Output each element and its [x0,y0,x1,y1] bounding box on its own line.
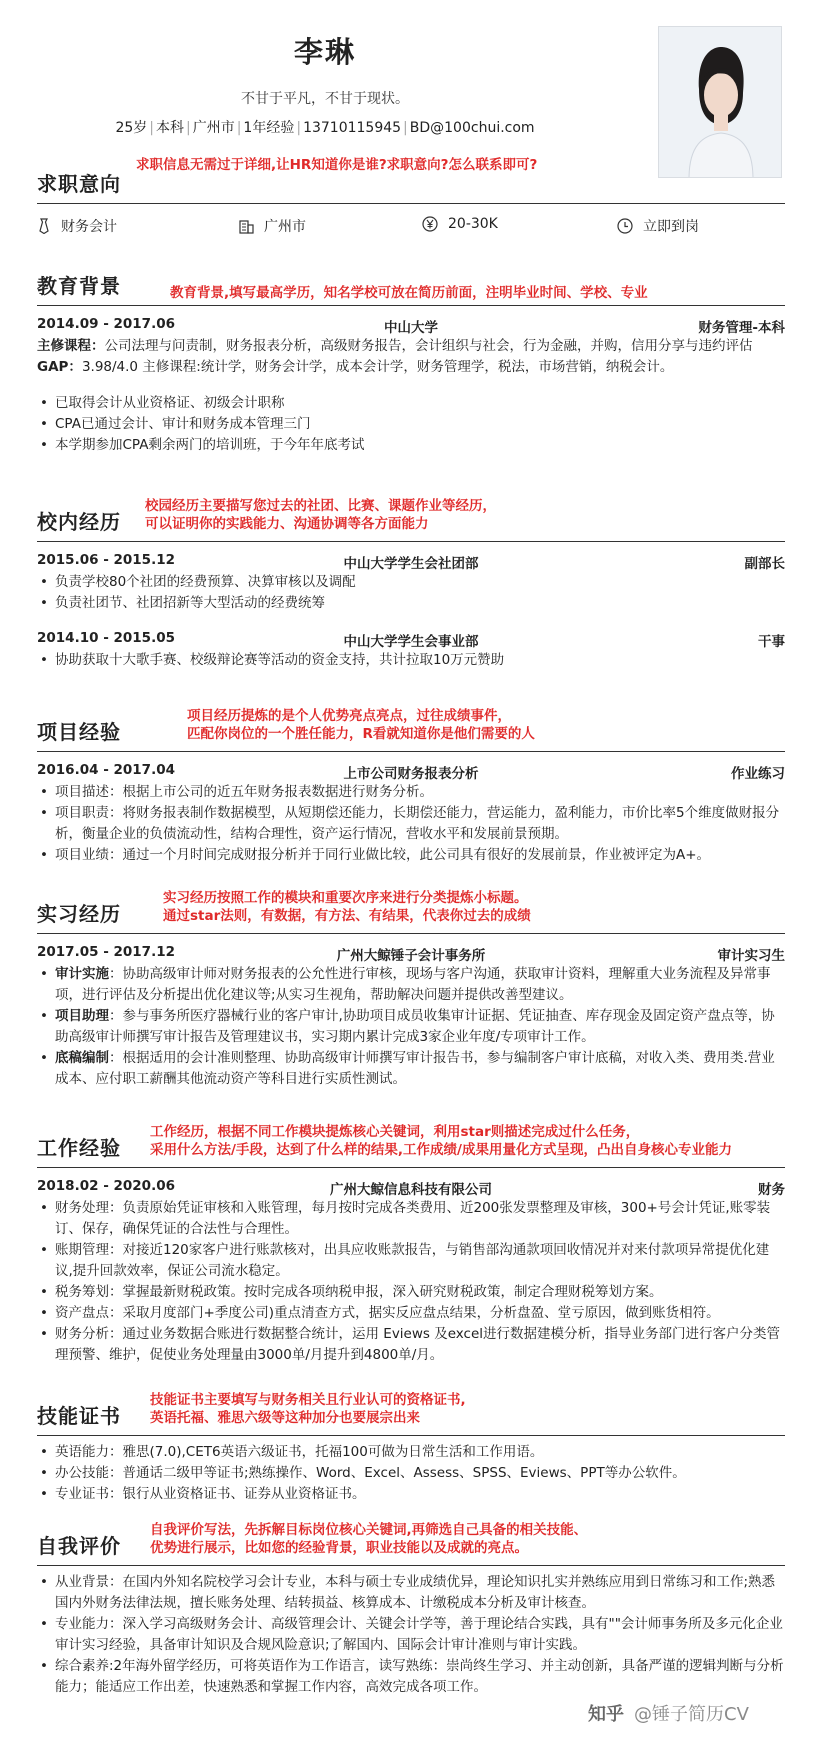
internship-entry-header: 2017.05 - 2017.12 广州大鲸锤子会计事务所 审计实习生 [37,944,785,964]
work-entry-header: 2018.02 - 2020.06 广州大鲸信息科技有限公司 财务 [37,1178,785,1198]
degree: 本科 [155,120,184,136]
zhihu-logo: 知乎 [588,1704,624,1725]
entry-date: 2014.09 - 2017.06 [37,316,175,332]
city: 广州市 [192,120,235,136]
job-intent-section [37,156,785,244]
section-tip: 教育背景,填写最高学历，知名学校可放在简历前面，注明毕业时间、学校、专业 [170,285,648,301]
section-tip-1: 校园经历主要描写您过去的社团、比赛、课题作业等经历， [145,498,496,514]
section-tip-2: 可以证明你的实践能力、沟通协调等各方面能力 [145,516,429,532]
list-item: • 项目职责：将财务报表制作数据模型，从短期偿还能力，长期偿还能力，营运能力，盈利能力，市价比率5个维度做财报分析，衡量企业的负债流动性，结构合理性，资产运行情况，营收水平和发展前景预期。 [37,803,785,845]
list-item: • 项目助理：参与事务所医疗器械行业的客户审计,协助项目成员收集审计证据、凭证抽查、库存现金及固定资产盘点等，协助高级审计师撰写审计报告及管理建议书，实习期内累计完成3家企业年度/专项审计工作。 [37,1006,785,1048]
intent-availability: 立即到岗 [617,216,699,236]
work-bullets [37,1198,785,1366]
list-item: • CPA已通过会计、审计和财务成本管理三门 [37,414,785,435]
experience: 1年经验 [243,120,295,136]
section-title: 求职意向 [37,172,121,196]
project-entry-header: 2016.04 - 2017.04 上市公司财务报表分析 作业练习 [37,762,785,782]
project-section [37,704,785,866]
self-eval-bullets [37,1572,785,1698]
campus-entry-header: 2015.06 - 2015.12 中山大学学生会社团部 副部长 [37,552,785,572]
list-item: • 专业证书：银行从业资格证书、证券从业资格证书。 [37,1484,785,1505]
education-section [37,258,785,456]
watermark-text: @锤子简历CV [634,1704,749,1725]
list-item: • 财务处理：负责原始凭证审核和入账管理，每月按时完成各类费用、近200张发票整理及审核，300+号会计凭证,账零装订、保存，确保凭证的合法性与合理性。 [37,1198,785,1240]
section-title: 技能证书 [37,1404,121,1428]
resume-header [0,0,820,170]
education-entry-header [37,314,785,336]
section-title: 教育背景 [37,274,121,298]
section-tip-1: 项目经历提炼的是个人优势亮点亮点，过往成绩事件， [187,708,511,724]
section-tip-1: 技能证书主要填写与财务相关且行业认可的资格证书, [150,1392,466,1408]
internship-bullets [37,964,785,1090]
school-name: 中山大学 [384,320,438,336]
email: BD@100chui.com [409,120,535,136]
age: 25岁 [115,120,148,136]
work-section [37,1120,785,1366]
section-title: 项目经验 [37,720,121,744]
list-item: • 负责学校80个社团的经费预算、决算审核以及调配 [37,572,785,593]
courses: 主修课程：公司法理与问责制，财务报表分析，高级财务报告，会计组织与社会，行为金融，并购，信用分享与违约评估 [37,338,753,354]
section-tip-1: 工作经历，根据不同工作模块提炼核心关键词，利用star则描述完成过什么任务， [150,1124,640,1140]
list-item: • 账期管理：对接近120家客户进行账款核对，出具应收账款报告，与销售部沟通款项回收情况并对来付款项异常提优化建议,提升回款效率，保证公司流水稳定。 [37,1240,785,1282]
phone: 13710115945 [303,120,402,136]
list-item: • 本学期参加CPA剩余两门的培训班，于今年年底考试 [37,435,785,456]
intent-salary: 20-30K [422,216,498,232]
project-bullets [37,782,785,866]
list-item: • 专业能力：深入学习高级财务会计、高级管理会计、关键会计学等，善于理论结合实践，具有""会计师事务所及多元化企业审计实习经验，具备审计知识及合规风险意识;了解国内、国际会计审计准则与审计实践。 [37,1614,785,1656]
list-item: • 项目业绩：通过一个月时间完成财报分析并于同行业做比较，此公司具有很好的发展前景，作业被评定为A+。 [37,845,785,866]
section-tip-2: 优势进行展示，比如您的经验背景，职业技能以及成就的亮点。 [150,1540,528,1556]
list-item: • 项目描述：根据上市公司的近五年财务报表数据进行财务分析。 [37,782,785,803]
candidate-name: 李琳 [293,35,356,69]
list-item: • 英语能力：雅思(7.0),CET6英语六级证书，托福100可做为日常生活和工作用语。 [37,1442,785,1463]
watermark [588,1700,749,1726]
building-icon [239,219,254,234]
campus-section [37,494,785,671]
section-tip-1: 实习经历按照工作的模块和重要次序来进行分类提炼小标题。 [163,890,528,906]
campus-entry-header: 2014.10 - 2015.05 中山大学学生会事业部 干事 [37,630,785,650]
skills-section [37,1388,785,1505]
section-title: 工作经验 [37,1136,121,1160]
clock-icon [617,218,633,234]
list-item: • 财务分析：通过业务数据合账进行数据整合统计，运用 Eviews 及excel进行数据建模分析，指导业务部门进行客户分类管理预警、维护，促使业务处理量由3000单/月提升到4800单/月。 [37,1324,785,1366]
list-item: • 已取得会计从业资格证、初级会计职称 [37,393,785,414]
major: 财务管理-本科 [698,320,785,336]
section-tip-2: 采用什么方法/手段，达到了什么样的结果,工作成绩/成果用量化方式呈现，凸出自身核心专业能力 [150,1142,732,1158]
section-tip-2: 匹配你岗位的一个胜任能力，R看就知道你是他们需要的人 [187,726,535,742]
basic-info: 25岁 | 本科 | 广州市 | 1年经验 | 13710115945 | BD@100chui.com [115,120,535,136]
skills-bullets [37,1442,785,1505]
section-title: 实习经历 [37,902,121,926]
intent-position: 财务会计 [37,216,117,236]
internship-section [37,886,785,1090]
intent-city: 广州市 [239,216,306,236]
list-item: • 综合素养:2年海外留学经历，可将英语作为工作语言，读写熟练：崇尚终生学习、并主动创新，具备严谨的逻辑判断与分析能力；能适应工作出差，快速熟悉和掌握工作内容，高效完成各项工作。 [37,1656,785,1698]
self-eval-section [37,1518,785,1698]
list-item: • 办公技能：普通话二级甲等证书;熟练操作、Word、Excel、Assess、SPSS、Eviews、PPT等办公软件。 [37,1463,785,1484]
section-title: 校内经历 [37,510,121,534]
list-item: • 税务筹划：掌握最新财税政策。按时完成各项纳税申报，深入研究财税政策，制定合理财税筹划方案。 [37,1282,785,1303]
list-item: • 负责社团节、社团招新等大型活动的经费统筹 [37,593,785,614]
tie-icon [37,218,51,234]
section-title: 自我评价 [37,1534,121,1558]
list-item: • 审计实施：协助高级审计师对财务报表的公允性进行审核，现场与客户沟通，获取审计资料，理解重大业务流程及异常事项，进行评估及分析提出优化建议等;从实习生视角，帮助解决问题并提供改善型建议。 [37,964,785,1006]
section-tip-2: 通过star法则，有数据，有方法、有结果，代表你过去的成绩 [163,908,531,924]
motto: 不甘于平凡，不甘于现状。 [241,91,409,107]
list-item: • 协助获取十大歌手赛、校级辩论赛等活动的资金支持，共计拉取10万元赞助 [37,650,785,671]
list-item: • 从业背景：在国内外知名院校学习会计专业，本科与硕士专业成绩优异，理论知识扎实并熟练应用到日常练习和工作;熟悉国内外财务法律法规，擅长账务处理、结转损益、核算成本、计缴税成本分析及审计核查。 [37,1572,785,1614]
yen-icon [422,216,438,232]
intent-items [37,204,785,244]
list-item: • 底稿编制：根据适用的会计准则整理、协助高级审计师撰写审计报告书，参与编制客户审计底稿，对收入类、费用类.营业成本、应付职工薪酬其他流动资产等科目进行实质性测试。 [37,1048,785,1090]
section-tip-2: 英语托福、雅思六级等这种加分也要展宗出来 [150,1410,420,1426]
section-tip: 求职信息无需过于详细,让HR知道你是谁?求职意向?怎么联系即可? [136,157,538,173]
gpa: GAP：3.98/4.0 主修课程:统计学，财务会计学，成本会计学，财务管理学，税法，市场营销，纳税会计。 [37,359,674,375]
list-item: • 资产盘点：采取月度部门+季度公司)重点清查方式，据实反应盘点结果，分析盘盈、堂亏原因，做到账货相符。 [37,1303,785,1324]
section-tip-1: 自我评价写法，先拆解目标岗位核心关键词,再筛选自己具备的相关技能、 [150,1522,588,1538]
education-bullets [37,393,785,456]
